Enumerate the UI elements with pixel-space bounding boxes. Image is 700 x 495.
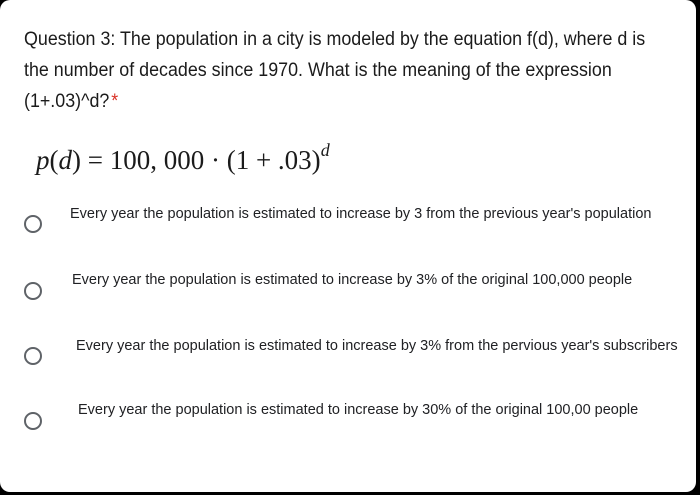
radio-button-icon[interactable] — [24, 215, 42, 233]
formula-variable: d — [58, 145, 72, 175]
formula: p(d) = 100, $000 \cdot (1 + .03)^d$ — [36, 140, 330, 175]
question-label: Question 3: The population in a city is modeled by the equation f(d), where d is the number of decades since 1970. What is the meaning of the expression (1+.03)^d? — [24, 29, 646, 112]
option-label: Every year the population is estimated to increase by 30% of the original 100,00 people — [78, 402, 639, 418]
required-asterisk: * — [111, 91, 119, 112]
formula-function-name: p — [36, 145, 50, 175]
formula-exponent: d — [320, 140, 330, 160]
option-label: Every year the population is estimated to increase by 3 from the previous year's population — [70, 206, 652, 222]
option-label: Every year the population is estimated to increase by 3% of the original 100,000 people — [72, 272, 633, 288]
formula-expression: = 100, 000 · (1 + .03) — [87, 145, 321, 175]
question-text — [24, 24, 649, 117]
option-label: Every year the population is estimated to increase by 3% from the pervious year's subscribers — [76, 338, 678, 354]
radio-button-icon[interactable] — [24, 412, 42, 430]
radio-button-icon[interactable] — [24, 282, 42, 300]
radio-button-icon[interactable] — [24, 347, 42, 365]
